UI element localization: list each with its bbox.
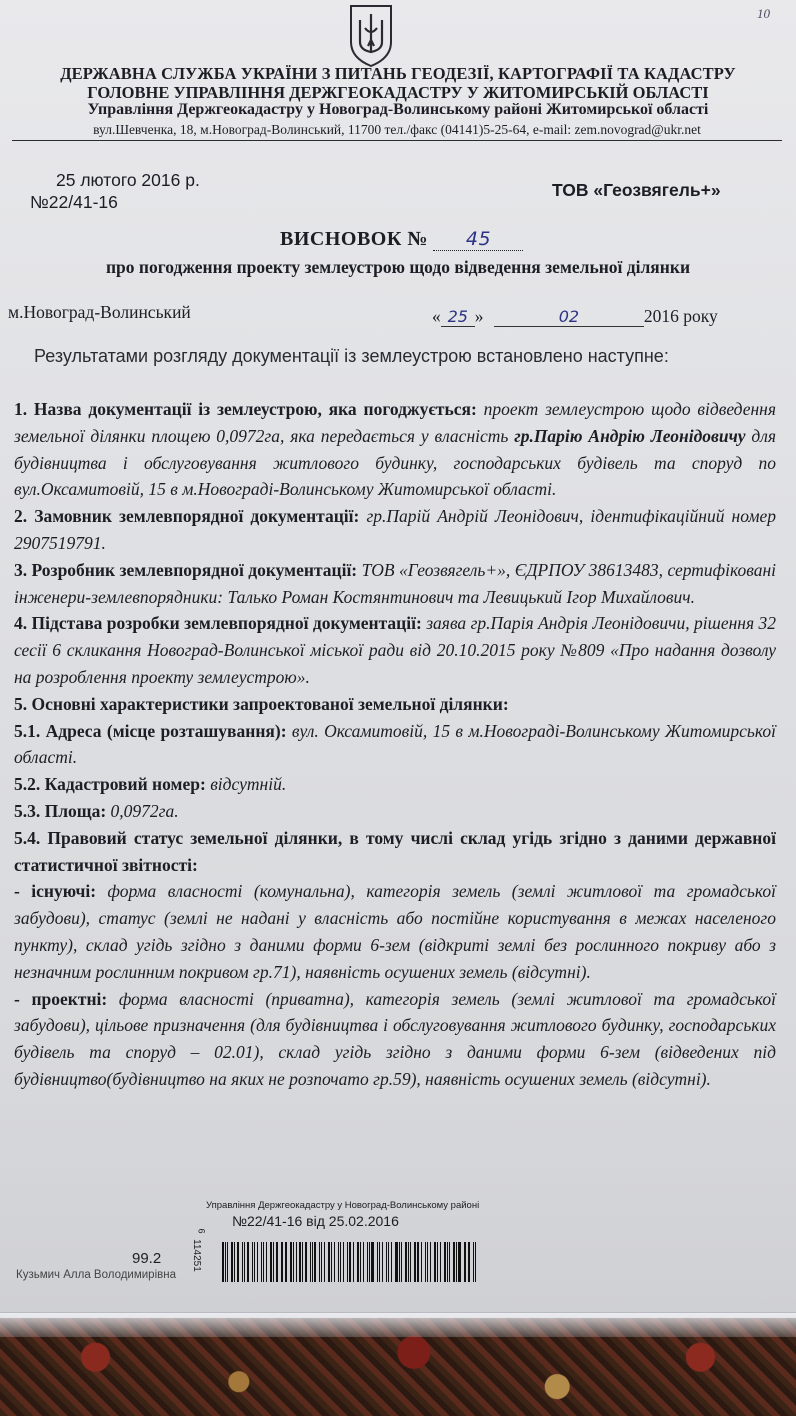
item-5-2: 5.2. Кадастровий номер: відсутній. <box>14 774 287 795</box>
header-agency: ДЕРЖАВНА СЛУЖБА УКРАЇНИ З ПИТАНЬ ГЕОДЕЗІЇ, КАРТОГРАФІЇ ТА КАДАСТРУ <box>60 64 736 83</box>
item-4: 4. Підстава розробки землевпорядної документації: заява гр.Парія Андрія Леонідовичи, рішення 32 сесії 6 скликання Новоград-Волинської міської ради від 20.10.2015 року №809 «Про надання дозволу на розроблення проекту землеустрою». <box>14 613 776 687</box>
outgoing-number: №22/41-16 <box>30 192 118 212</box>
barcode-bar <box>421 1242 422 1282</box>
item-5: 5. Основні характеристики запроектованої земельної ділянки: <box>14 693 509 714</box>
barcode-bar <box>305 1242 307 1282</box>
barcode-bar <box>321 1242 322 1282</box>
outgoing-date: 25 лютого 2016 р. <box>56 170 200 190</box>
barcode-bar <box>331 1242 332 1282</box>
barcode-bar <box>395 1242 397 1282</box>
barcode-bar <box>347 1242 348 1282</box>
barcode-bar <box>408 1242 409 1282</box>
barcode-bar <box>449 1242 450 1282</box>
barcode-bar <box>254 1242 255 1282</box>
barcode-bar <box>270 1242 272 1282</box>
page-number: 10 <box>757 6 770 21</box>
plastic-sleeve-edge <box>0 1312 796 1337</box>
barcode-bar <box>296 1242 297 1282</box>
barcode-bar <box>257 1242 259 1282</box>
barcode-bar <box>382 1242 383 1282</box>
barcode-bar <box>437 1242 438 1282</box>
title-label: ВИСНОВОК № <box>280 228 428 250</box>
item-1: 1. Назва документації із землеустрою, яка погоджується: проект землеустрою щодо відведення земельної ділянки площею 0,0972га, яка передається у власність гр.Парію Андрію Леонідовичу для будівництва і обслуговування житлового будинку, господарських будівель та споруд по вул.Оксамитовій, 15 в м.Новограді-Волинському Житомирської області. <box>14 399 777 500</box>
item-2: 2. Замовник землевпорядної документації: гр.Парій Андрій Леонідович, ідентифікаційний номер 2907519791. <box>14 506 777 553</box>
barcode-bar <box>324 1242 325 1282</box>
stamp-organization: Управління Держгеокадастру у Новоград-Волинському районі <box>206 1200 480 1211</box>
barcode-bar <box>357 1242 359 1282</box>
barcode-bar <box>242 1242 244 1282</box>
barcode-bar <box>401 1242 402 1282</box>
barcode-bar <box>290 1242 292 1282</box>
barcode-bar <box>367 1242 368 1282</box>
document-subtitle: про погодження проекту землеустрою щодо відведення земельної ділянки <box>105 257 691 277</box>
barcode-bar <box>363 1242 364 1282</box>
barcode-bar <box>349 1242 351 1282</box>
barcode-bar <box>247 1242 249 1282</box>
barcode-bar <box>440 1242 442 1282</box>
barcode-bar <box>244 1242 245 1282</box>
barcode-bar <box>425 1242 427 1282</box>
barcode-bar <box>371 1242 373 1282</box>
barcode-bar <box>319 1242 321 1282</box>
barcode-side-number: 114251 <box>190 1239 202 1272</box>
barcode-bar <box>285 1242 287 1282</box>
stamp-registration-number: №22/41-16 від 25.02.2016 <box>232 1213 399 1229</box>
barcode-bar <box>427 1242 428 1282</box>
sheet-id: 99.2 <box>132 1250 162 1267</box>
barcode-bar <box>391 1242 393 1282</box>
place-of-issue: м.Новоград-Волинський <box>8 302 191 322</box>
barcode-bar <box>377 1242 379 1282</box>
barcode-bar <box>276 1242 278 1282</box>
registration-stamp <box>206 1200 486 1229</box>
barcode-bar <box>234 1242 235 1282</box>
barcode-bar <box>263 1242 264 1282</box>
date-year: 2016 року <box>643 306 718 326</box>
document-title <box>280 228 523 251</box>
barcode-bar <box>447 1242 448 1282</box>
item-3: 3. Розробник землевпорядної документації: ТОВ «Геозвягель+», ЄДРПОУ 38613483, сертифіковані інженери-землевпорядники: Талько Роман Костянтинович та Левицький Ігор Михайлович. <box>14 559 777 607</box>
barcode-bar <box>360 1242 362 1282</box>
barcode-bar <box>266 1242 268 1282</box>
barcode-bar <box>473 1242 475 1282</box>
barcode-bar <box>468 1242 470 1282</box>
barcode-bar <box>293 1242 294 1282</box>
item-existing-status: - існуючі: форма власності (комунальна), категорія земель (землі житлової та громадської забудови), статус (землі не надані у власність або постійне користування в межах населеного пункту), склад угідь згідно з даними форми 6-зем (відкриті землі без рослинного покриву або з незначним рослинним покривом гр.71), наявність осушених земель (відсутні). <box>14 881 776 982</box>
item-projected-status: - проектні: форма власності (приватна), категорія земель (землі житлової та громадської забудови), цільове призначення (для будівництва і обслуговування житлового будинку, господарських будівель та споруд – 02.01), склад угідь згідно з даними форми 6-зем (відведених під будівництво(будівництво на яких не розпочато гр.59), наявність осушених земель (відсутні). <box>14 988 776 1089</box>
barcode-bar <box>282 1242 283 1282</box>
barcode-bar <box>343 1242 345 1282</box>
barcode-bar <box>405 1242 407 1282</box>
recipient: ТОВ «Геозвягель+» <box>552 180 721 200</box>
barcode-bar <box>237 1242 239 1282</box>
barcode-bar <box>302 1242 303 1282</box>
barcode-bar <box>353 1242 354 1282</box>
barcode-bar <box>465 1242 466 1282</box>
conclusion-body <box>14 396 776 1093</box>
barcode-bar <box>222 1242 224 1282</box>
header-main-department: ГОЛОВНЕ УПРАВЛІННЯ ДЕРЖГЕОКАДАСТРУ У ЖИТОМИРСЬКІЙ ОБЛАСТІ <box>87 83 709 102</box>
header-district-department: Управління Держгеокадастру у Новоград-Волинському районі Житомирської області <box>87 101 709 118</box>
barcode-bar <box>338 1242 339 1282</box>
signer-name: Кузьмич Алла Володимирівна <box>16 1269 176 1281</box>
barcode-bar <box>453 1242 455 1282</box>
barcode-bar <box>414 1242 416 1282</box>
title-number-handwritten: 45 <box>433 228 523 251</box>
date-day-handwritten: 25 <box>441 308 475 327</box>
coat-of-arms-icon <box>346 2 396 68</box>
barcode-bar <box>273 1242 274 1282</box>
barcode-bar <box>261 1242 262 1282</box>
date-month-handwritten: 02 <box>494 308 644 327</box>
item-5-4: 5.4. Правовий статус земельної ділянки, в тому числі склад угідь згідно з даними державної статистичної звітності: <box>14 827 776 875</box>
barcode-bar <box>456 1242 457 1282</box>
intro-text: Результатами розгляду документації із землеустрою встановлено наступне: <box>34 346 669 366</box>
barcode-digit: 6 <box>196 1228 207 1234</box>
item-5-3: 5.3. Площа: 0,0972га. <box>14 800 179 821</box>
barcode-bar <box>310 1242 311 1282</box>
barcode-bar <box>379 1242 380 1282</box>
date-open-quote: « <box>432 306 441 326</box>
barcode-bar <box>444 1242 446 1282</box>
item-5-1: 5.1. Адреса (місце розташування): вул. Оксамитовій, 15 в м.Новограді-Волинському Житомирської області. <box>14 720 776 768</box>
barcode-bar <box>434 1242 436 1282</box>
barcode-bar <box>340 1242 341 1282</box>
barcode-bar <box>312 1242 313 1282</box>
barcode-bar <box>430 1242 431 1282</box>
barcode-bar <box>417 1242 419 1282</box>
barcode-bar <box>328 1242 330 1282</box>
barcode-bar <box>225 1242 226 1282</box>
barcode-bar <box>252 1242 253 1282</box>
barcode-bar <box>299 1242 301 1282</box>
barcode-bar <box>231 1242 233 1282</box>
barcode-bar <box>410 1242 411 1282</box>
document-date <box>432 306 718 327</box>
barcode-bar <box>386 1242 388 1282</box>
barcode-bar <box>314 1242 316 1282</box>
barcode-bar <box>464 1242 465 1282</box>
barcode-bar <box>475 1242 476 1282</box>
barcode-bar <box>227 1242 228 1282</box>
barcode-bar <box>369 1242 370 1282</box>
barcode <box>222 1242 478 1282</box>
barcode-bar <box>388 1242 389 1282</box>
barcode-bar <box>399 1242 400 1282</box>
barcode-bar <box>334 1242 336 1282</box>
barcode-bar <box>281 1242 282 1282</box>
barcode-bar <box>458 1242 460 1282</box>
header-address: вул.Шевченка, 18, м.Новоград-Волинський, 11700 тел./факс (04141)5-25-64, e-mail: zem.novograd@ukr.net <box>12 122 782 141</box>
date-close-quote: » <box>474 306 484 326</box>
